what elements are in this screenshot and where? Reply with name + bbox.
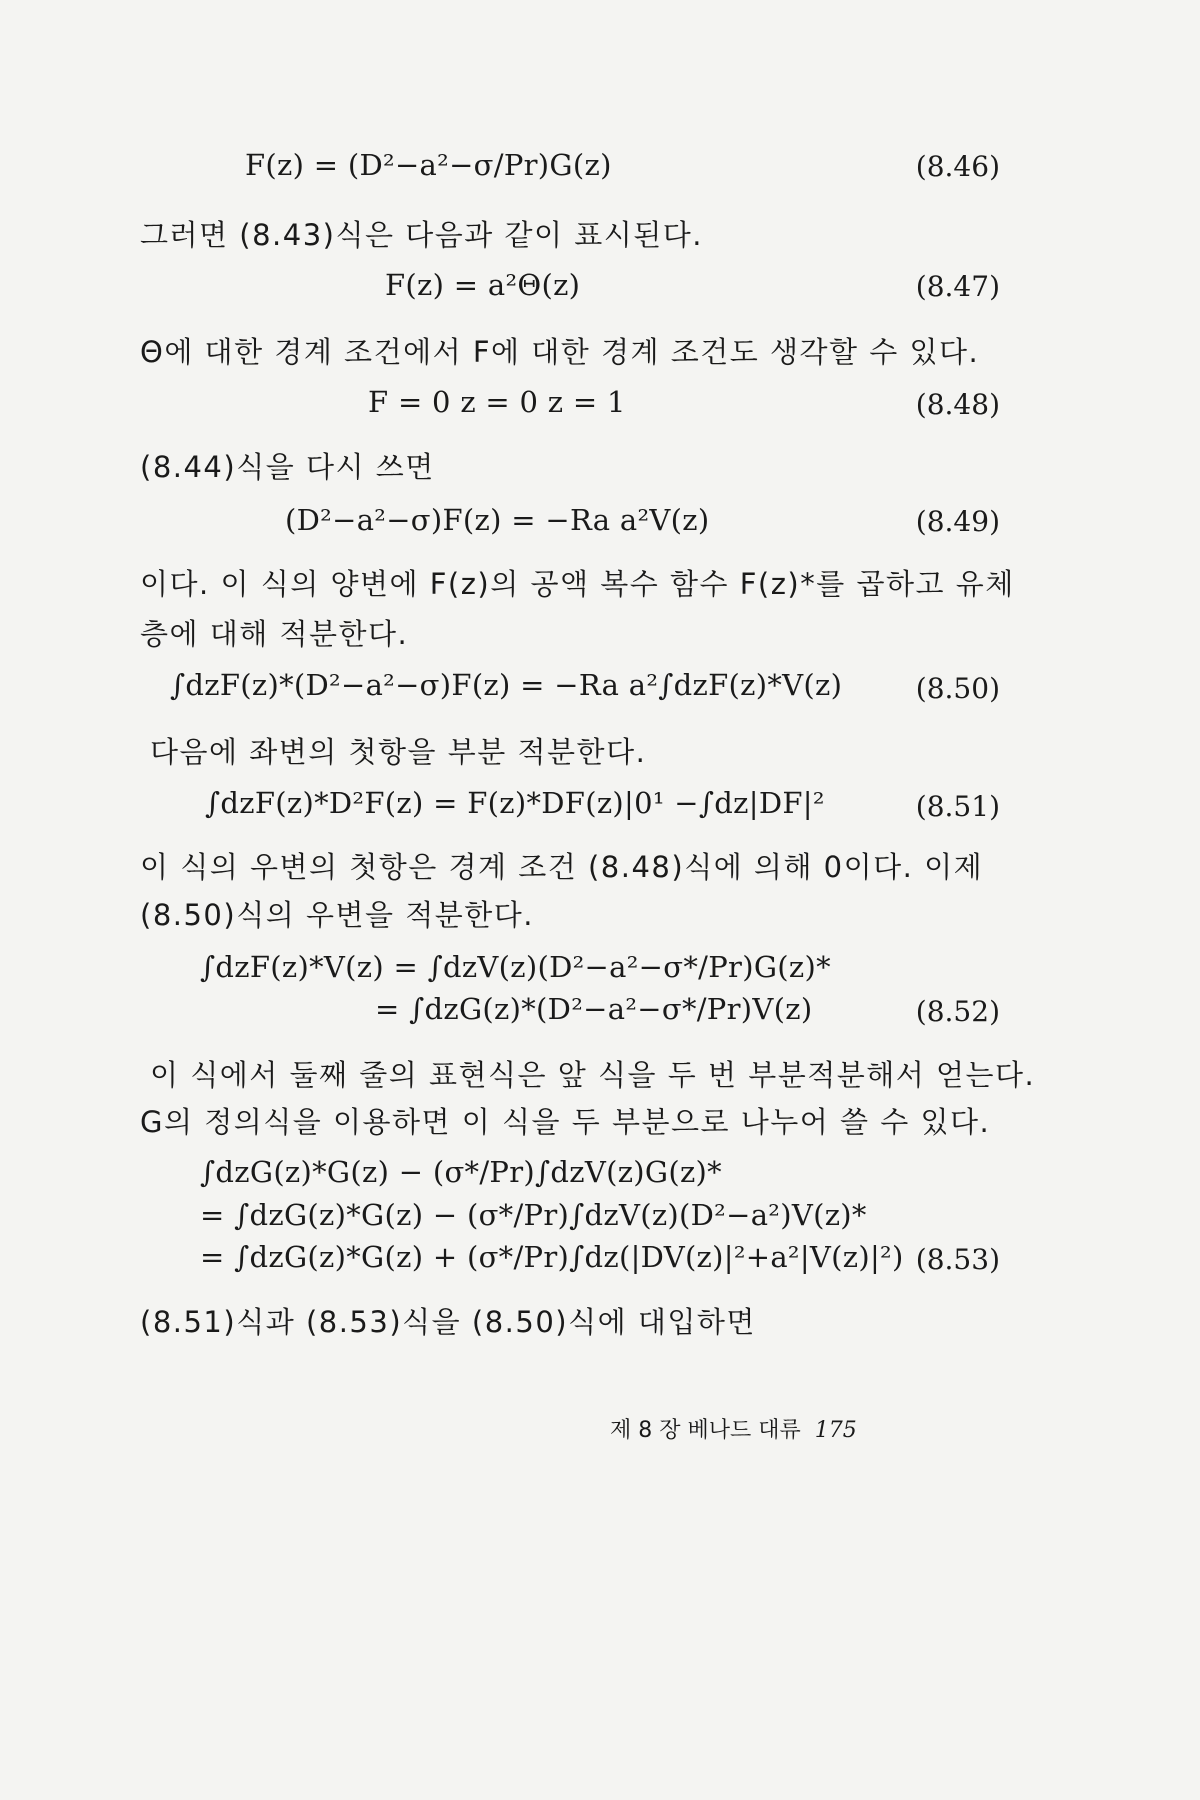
equation-number-8-51: (8.51) <box>915 790 1000 823</box>
equation-8-46: F(z) = (D²−a²−σ/Pr)G(z) <box>245 148 612 182</box>
paragraph-line: 다음에 좌변의 첫항을 부분 적분한다. <box>150 735 647 769</box>
equation-8-53-line-1: ∫dzG(z)*G(z) − (σ*/Pr)∫dzV(z)G(z)* <box>200 1155 722 1189</box>
equation-8-48: F = 0 z = 0 z = 1 <box>368 385 626 419</box>
paragraph-line: 이다. 이 식의 양변에 F(z)의 공액 복수 함수 F(z)*를 곱하고 유체 <box>140 567 1015 601</box>
chapter-title: 제 8 장 베나드 대류 <box>610 1418 801 1443</box>
equation-number-8-53: (8.53) <box>915 1243 1000 1276</box>
equation-8-49: (D²−a²−σ)F(z) = −Ra a²V(z) <box>285 503 710 537</box>
equation-number-8-48: (8.48) <box>915 388 1000 421</box>
equation-8-53-line-2: = ∫dzG(z)*G(z) − (σ*/Pr)∫dzV(z)(D²−a²)V(z)* <box>200 1198 867 1232</box>
equation-number-8-46: (8.46) <box>915 150 1000 183</box>
paragraph-line: (8.44)식을 다시 쓰면 <box>140 450 435 484</box>
equation-8-52-line-1: ∫dzF(z)*V(z) = ∫dzV(z)(D²−a²−σ*/Pr)G(z)* <box>200 950 831 984</box>
paragraph-line: 이 식에서 둘째 줄의 표현식은 앞 식을 두 번 부분적분해서 얻는다. <box>150 1058 1036 1092</box>
page-footer <box>610 1413 857 1444</box>
page-number: 175 <box>814 1418 857 1443</box>
equation-number-8-49: (8.49) <box>915 505 1000 538</box>
equation-number-8-52: (8.52) <box>915 995 1000 1028</box>
equation-8-52-line-2: = ∫dzG(z)*(D²−a²−σ*/Pr)V(z) <box>375 992 813 1026</box>
paragraph-line: (8.51)식과 (8.53)식을 (8.50)식에 대입하면 <box>140 1305 756 1339</box>
equation-8-51: ∫dzF(z)*D²F(z) = F(z)*DF(z)|0¹ −∫dz|DF|² <box>205 786 825 820</box>
paragraph-line: Θ에 대한 경계 조건에서 F에 대한 경계 조건도 생각할 수 있다. <box>140 335 980 369</box>
equation-number-8-50: (8.50) <box>915 672 1000 705</box>
equation-number-8-47: (8.47) <box>915 270 1000 303</box>
paragraph-line: 이 식의 우변의 첫항은 경계 조건 (8.48)식에 의해 0이다. 이제 <box>140 850 984 884</box>
equation-8-53-line-3: = ∫dzG(z)*G(z) + (σ*/Pr)∫dz(|DV(z)|²+a²|V(z)|²) <box>200 1240 904 1274</box>
paragraph-line: 층에 대해 적분한다. <box>140 617 409 651</box>
paragraph-line: 그러면 (8.43)식은 다음과 같이 표시된다. <box>140 218 703 252</box>
equation-8-47: F(z) = a²Θ(z) <box>385 268 581 302</box>
equation-8-50: ∫dzF(z)*(D²−a²−σ)F(z) = −Ra a²∫dzF(z)*V(z) <box>170 668 843 702</box>
paragraph-line: (8.50)식의 우변을 적분한다. <box>140 898 534 932</box>
paragraph-line: G의 정의식을 이용하면 이 식을 두 부분으로 나누어 쓸 수 있다. <box>140 1105 991 1139</box>
